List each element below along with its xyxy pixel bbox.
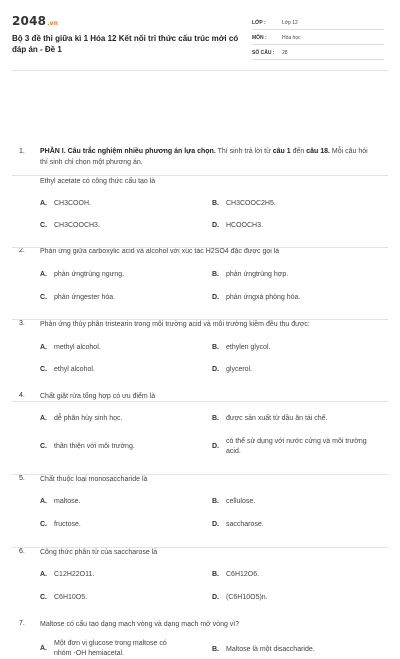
question-number: 2. (19, 247, 25, 254)
option-text: CH3COOH. (54, 200, 91, 207)
option-b[interactable] (212, 570, 376, 580)
option-text: thân thiện với môi trường. (54, 443, 135, 450)
option-text: Maltose là một disaccharide. (226, 646, 315, 653)
question-divider (12, 401, 388, 402)
option-d[interactable] (212, 293, 376, 303)
meta-value: Hóa học (282, 35, 301, 41)
meta-key: MÔN : (252, 35, 267, 41)
option-b[interactable] (212, 497, 376, 507)
option-text: ethylen glycol. (226, 344, 271, 351)
option-label: C. (40, 521, 47, 528)
option-text: Một đơn vị glucose trong maltose có nhóm -OH hemiacetal. (54, 640, 167, 657)
instruction-to: câu 18. (306, 148, 330, 155)
question-divider (12, 319, 388, 320)
option-d[interactable] (212, 365, 376, 375)
option-label: C. (40, 594, 47, 601)
option-label: C. (40, 443, 47, 450)
option-label: A. (40, 645, 47, 652)
option-label: B. (212, 571, 219, 578)
option-c[interactable] (40, 593, 204, 603)
option-text: methyl alcohol. (54, 344, 101, 351)
question-divider (12, 547, 388, 548)
option-text: glycerol. (226, 366, 253, 373)
option-text: phản ứngxà phòng hóa. (226, 294, 301, 301)
option-label: A. (40, 571, 47, 578)
option-label: B. (212, 646, 219, 653)
option-a[interactable] (40, 270, 204, 280)
option-b[interactable] (212, 270, 376, 280)
option-a[interactable] (40, 497, 204, 507)
question-divider (12, 175, 388, 176)
option-text: C6H10O5. (54, 594, 88, 601)
option-label: A. (40, 415, 47, 422)
option-label: D. (212, 222, 219, 229)
meta-key: LỚP : (252, 20, 266, 26)
option-text: maltose. (54, 498, 81, 505)
option-label: B. (212, 415, 219, 422)
instruction-from: câu 1 (272, 148, 291, 155)
option-label: A. (40, 344, 47, 351)
option-label: C. (40, 222, 47, 229)
option-text: (C6H10O5)n. (226, 594, 268, 601)
option-c[interactable] (40, 520, 204, 530)
option-b[interactable] (212, 645, 376, 655)
option-a[interactable] (40, 570, 204, 580)
option-label: C. (40, 294, 47, 301)
option-text: CH3COOC2H5. (226, 200, 276, 207)
option-label: B. (212, 200, 219, 207)
option-text: phản ứngtrùng hợp. (226, 271, 289, 278)
question-text: Maltose có cấu tạo dạng mạch vòng và dạng mạch mở vòng vì? (40, 621, 240, 628)
question-number: 5. (19, 475, 25, 482)
document-title: Bộ 3 đề thi giữa kì 1 Hóa 12 Kết nối tri thức cấu trúc mới có đáp án - Đề 1 (12, 34, 239, 54)
meta-row-count (252, 45, 384, 60)
option-d[interactable] (212, 520, 376, 530)
question-text: Phản ứng giữa carboxylic acid và alcohol với xúc tác H2SO4 đặc được gọi là (40, 248, 280, 255)
option-label: D. (212, 594, 219, 601)
option-text: CH3COOCH3. (54, 222, 100, 229)
instruction-text: Thí sinh trả lời từ (215, 148, 273, 155)
option-label: D. (212, 366, 219, 373)
question-intro (40, 146, 370, 168)
question-number: 7. (19, 620, 25, 627)
instruction-text: đến (290, 148, 307, 155)
question-number: 4. (19, 392, 25, 399)
option-c[interactable] (40, 365, 204, 375)
instruction-text: Mỗi câu hỏi thí sinh chỉ chọn một phương án. (40, 148, 368, 166)
option-d[interactable] (212, 221, 376, 231)
meta-value: 28 (282, 50, 288, 56)
logo-suffix: .vn (47, 20, 59, 27)
meta-row-class (252, 15, 384, 30)
document-header (0, 0, 400, 64)
option-text: được sản xuất từ dầu ăn tái chế. (226, 415, 328, 422)
option-label: A. (40, 200, 47, 207)
option-b[interactable] (212, 343, 376, 353)
option-label: B. (212, 344, 219, 351)
option-text: phản ứngester hóa. (54, 294, 116, 301)
meta-key: SỐ CÂU : (252, 50, 275, 56)
option-text: có thể sử dụng với nước cứng và môi trường acid. (226, 438, 367, 455)
option-a[interactable] (40, 639, 184, 659)
option-label: A. (40, 498, 47, 505)
option-label: B. (212, 498, 219, 505)
question-text: Ethyl acetate có công thức cấu tạo là (40, 178, 156, 185)
question-text: Chất giặt rửa tổng hợp có ưu điểm là (40, 393, 156, 400)
option-b[interactable] (212, 414, 376, 424)
meta-row-subject (252, 30, 384, 45)
question-number: 3. (19, 320, 25, 327)
option-label: D. (212, 294, 219, 301)
question-number: 1. (19, 148, 25, 155)
option-c[interactable] (40, 221, 204, 231)
option-label: D. (212, 443, 219, 450)
option-a[interactable] (40, 414, 204, 424)
option-label: D. (212, 521, 219, 528)
document-meta (252, 15, 384, 60)
option-d[interactable] (212, 593, 376, 603)
option-label: B. (212, 271, 219, 278)
option-d[interactable] (212, 436, 376, 458)
question-divider (12, 247, 388, 248)
meta-value: Lớp 12 (282, 20, 298, 26)
option-label: A. (40, 271, 47, 278)
question-divider (12, 474, 388, 475)
question-text: Phản ứng thủy phân tristearin trong môi trường acid và môi trường kiềm đều thu được: (40, 321, 310, 328)
option-text: saccharose. (226, 521, 264, 528)
option-a[interactable] (40, 199, 204, 209)
option-text: fructose. (54, 521, 81, 528)
option-text: dễ phân hủy sinh học. (54, 415, 123, 422)
option-text: ethyl alcohol. (54, 366, 95, 373)
question-text: Công thức phân tử của saccharose là (40, 549, 158, 556)
option-text: cellulose. (226, 498, 256, 505)
question-text: Chất thuộc loại monosaccharide là (40, 476, 148, 483)
option-label: C. (40, 366, 47, 373)
option-c[interactable] (40, 442, 204, 452)
header-divider (12, 70, 388, 71)
option-text: HCOOCH3. (226, 222, 263, 229)
option-b[interactable] (212, 199, 376, 209)
option-text: C6H12O6. (226, 571, 260, 578)
option-a[interactable] (40, 343, 204, 353)
option-text: C12H22O11. (54, 571, 95, 578)
option-text: phản ứngtrùng ngưng. (54, 271, 125, 278)
part-heading: PHẦN I. Câu trắc nghiệm nhiều phương án lựa chọn. (40, 148, 216, 155)
question-number: 6. (19, 548, 25, 555)
option-c[interactable] (40, 293, 204, 303)
logo-text: 2048 (12, 14, 47, 28)
